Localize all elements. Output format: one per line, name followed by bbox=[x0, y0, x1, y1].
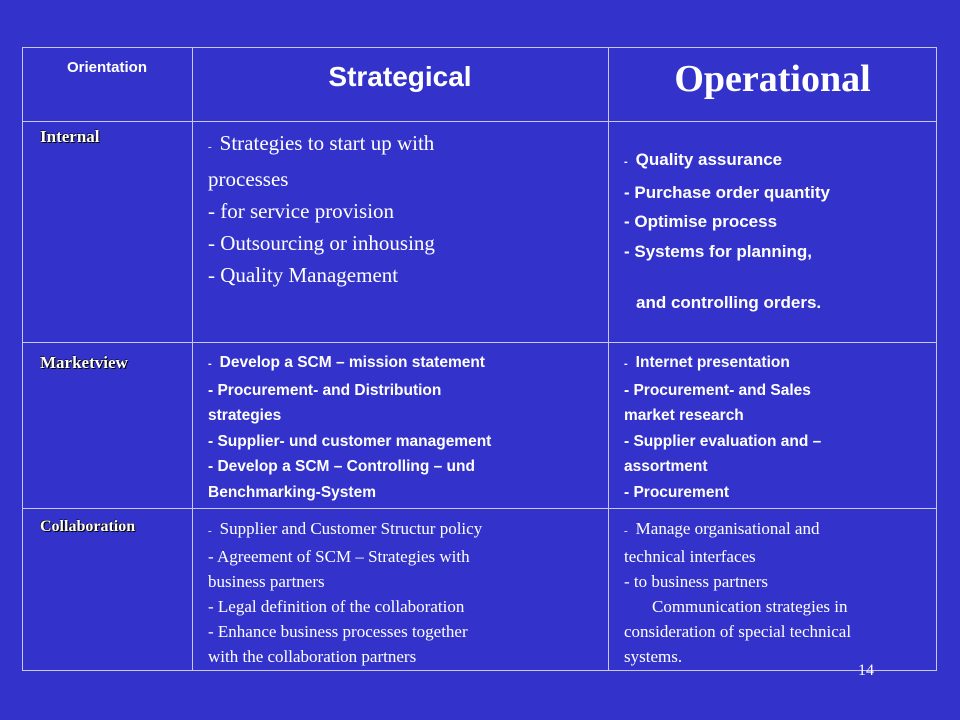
marketview-strategical-cell bbox=[208, 350, 603, 505]
list-item: - Systems for planning, bbox=[624, 241, 812, 261]
table-divider-col1 bbox=[192, 47, 193, 671]
list-item: - Strategies to start up with bbox=[208, 131, 435, 155]
row-label-internal: Internal bbox=[40, 127, 100, 146]
table-border-bottom bbox=[22, 670, 937, 671]
collaboration-operational-cell bbox=[624, 516, 934, 669]
list-item: market research bbox=[624, 407, 744, 424]
list-item: consideration of special technical bbox=[624, 622, 852, 641]
list-item: assortment bbox=[624, 458, 708, 475]
marketview-operational-cell bbox=[624, 350, 934, 505]
list-item: systems. bbox=[624, 647, 683, 666]
row-label-marketview: Marketview bbox=[40, 353, 128, 372]
list-item: strategies bbox=[208, 407, 282, 424]
list-item: Benchmarking-System bbox=[208, 483, 376, 501]
table-divider-header bbox=[22, 121, 937, 122]
list-item: - Outsourcing or inhousing bbox=[208, 231, 435, 255]
page-number: 14 bbox=[858, 662, 874, 679]
internal-strategical-cell bbox=[208, 127, 603, 291]
list-item: and controlling orders. bbox=[636, 293, 822, 312]
list-item: - Develop a SCM – Controlling – und bbox=[208, 458, 475, 475]
table-border-left bbox=[22, 47, 23, 671]
header-operational: Operational bbox=[674, 58, 871, 100]
table-divider-col2 bbox=[608, 47, 609, 671]
list-item: - Procurement- and Distribution bbox=[208, 381, 442, 399]
list-item: - Internet presentation bbox=[624, 354, 790, 371]
list-item: - to business partners bbox=[624, 572, 769, 591]
list-item: - Supplier evaluation and – bbox=[624, 432, 822, 450]
list-item: - Manage organisational and bbox=[624, 519, 820, 538]
list-item: - Procurement bbox=[624, 483, 730, 501]
table-divider-row2 bbox=[22, 508, 937, 509]
list-item: - Quality assurance bbox=[624, 150, 783, 169]
header-orientation: Orientation bbox=[66, 59, 147, 76]
list-item: processes bbox=[208, 167, 289, 191]
list-item: - for service provision bbox=[208, 199, 395, 223]
table-border-right bbox=[936, 47, 937, 671]
list-item: - Enhance business processes together bbox=[208, 622, 468, 641]
list-item: - Agreement of SCM – Strategies with bbox=[208, 547, 470, 566]
list-item: - Supplier and Customer Structur policy bbox=[208, 519, 483, 538]
list-item: Communication strategies in bbox=[652, 597, 848, 616]
orientation-table bbox=[22, 47, 937, 671]
list-item: - Supplier- und customer management bbox=[208, 432, 492, 450]
list-item: with the collaboration partners bbox=[208, 647, 417, 666]
collaboration-strategical-cell bbox=[208, 516, 603, 669]
list-item: - Quality Management bbox=[208, 263, 399, 287]
table-divider-row1 bbox=[22, 342, 937, 343]
internal-operational-cell bbox=[624, 145, 934, 318]
row-label-collaboration: Collaboration bbox=[40, 518, 136, 535]
list-item: - Procurement- and Sales bbox=[624, 381, 811, 399]
list-item: - Legal definition of the collaboration bbox=[208, 597, 465, 616]
list-item: - Develop a SCM – mission statement bbox=[208, 354, 485, 371]
list-item: technical interfaces bbox=[624, 547, 756, 566]
header-strategical: Strategical bbox=[328, 61, 472, 92]
list-item: - Purchase order quantity bbox=[624, 182, 830, 202]
list-item: business partners bbox=[208, 572, 325, 591]
list-item: - Optimise process bbox=[624, 212, 778, 231]
